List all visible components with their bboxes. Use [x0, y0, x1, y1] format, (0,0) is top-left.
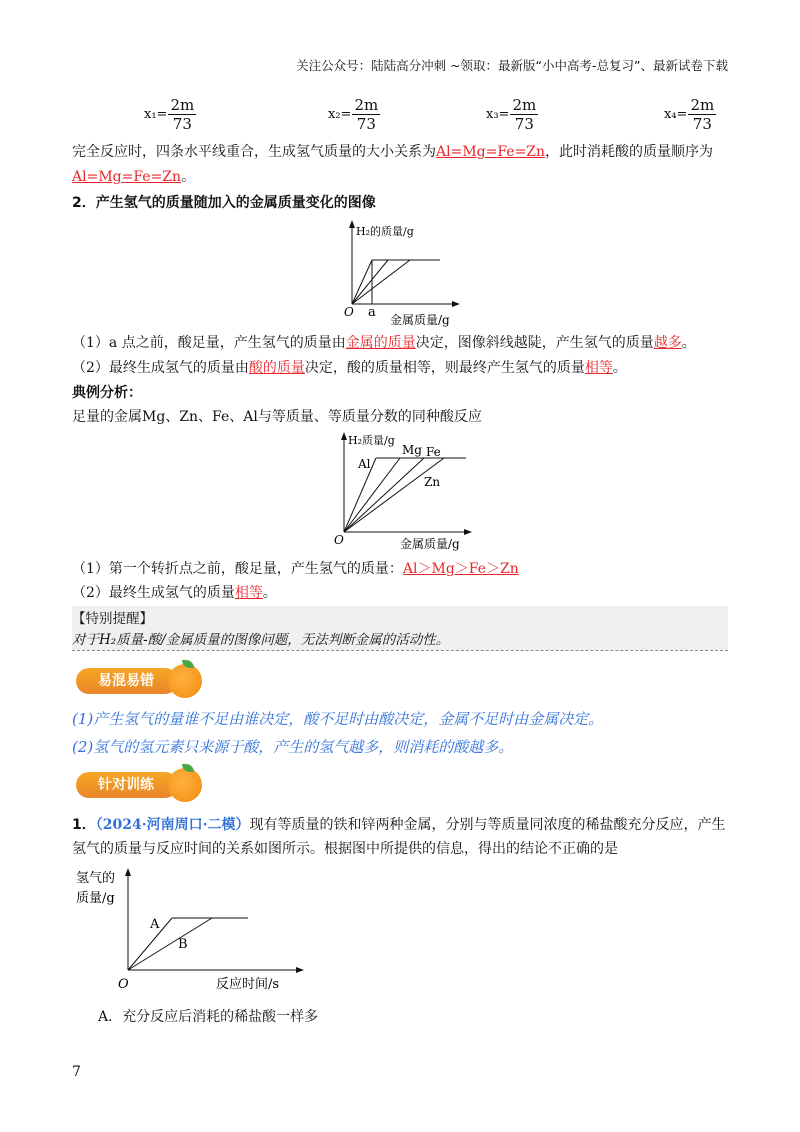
- fraction-x4: x₄= $\frac{2m}{73}$: [664, 96, 715, 133]
- y-axis-arrow: [349, 220, 355, 228]
- chart-four-metals: [326, 428, 476, 554]
- chart1-origin: O: [344, 305, 354, 319]
- point-2: （2）最终生成氢气的质量由酸的质量决定，酸的质量相等，则最终产生氢气的质量相等。: [72, 360, 627, 376]
- question-1-line-1: 1．（2024·河南周口·二模）现有等质量的铁和锌两种金属，分别与等质量同浓度的稀盐酸充分反应，产生: [72, 817, 726, 833]
- page-number: 7: [72, 1064, 81, 1080]
- line-mg: [344, 458, 400, 532]
- chart2-xlabel: 金属质量/g: [400, 537, 460, 551]
- y-axis-arrow: [341, 432, 347, 440]
- badge-practice: [72, 766, 212, 804]
- section-2-title: 2．产生氢气的质量随加入的金属质量变化的图像: [72, 195, 376, 211]
- orange-icon: [168, 664, 202, 698]
- x-axis-arrow: [464, 529, 472, 535]
- paragraph-1: 完全反应时，四条水平线重合，生成氢气质量的大小关系为Al=Mg=Fe=Zn，此时消耗酸的质量顺序为: [72, 144, 714, 160]
- example-title: 典例分析：: [72, 385, 142, 401]
- x-axis-arrow: [296, 967, 304, 973]
- line-shallow: [352, 260, 410, 304]
- chart3-ylabel-2: 质量/g: [76, 891, 115, 906]
- orange-icon: [168, 768, 202, 802]
- y-axis-arrow: [125, 868, 131, 876]
- line-mid: [352, 260, 388, 304]
- badge-confuse: [72, 662, 212, 700]
- chart1-ylabel: H₂的质量/g: [356, 225, 414, 238]
- chart1-point-a: a: [368, 305, 376, 320]
- tip-title: 【特别提醒】: [72, 611, 153, 627]
- example-point-2: （2）最终生成氢气的质量相等。: [72, 585, 277, 601]
- point-1: （1）a 点之前，酸足量，产生氢气的质量由金属的质量决定，图像斜线越陡，产生氢气的质量越多。: [72, 335, 696, 351]
- chart3-ylabel-1: 氢气的: [76, 871, 116, 886]
- confuse-item-1: (1)产生氢气的量谁不足由谁决定，酸不足时由酸决定，金属不足时由金属决定。: [72, 710, 604, 728]
- fraction-x2: x₂= $\frac{2m}{73}$: [328, 96, 379, 133]
- chart-reaction-time: [72, 862, 312, 994]
- chart1-xlabel: 金属质量/g: [390, 313, 450, 327]
- chart3-xlabel: 反应时间/s: [216, 977, 280, 992]
- badge-practice-label: 针对训练: [76, 772, 178, 798]
- label-al: Al: [358, 457, 371, 471]
- label-zn: Zn: [424, 475, 441, 489]
- option-a: A．充分反应后消耗的稀盐酸一样多: [98, 1009, 319, 1025]
- page-header: 关注公众号：陆陆高分冲刺 ~领取：最新版“小中高考-总复习”、最新试卷下载: [296, 58, 728, 73]
- badge-confuse-label: 易混易错: [76, 668, 178, 694]
- line-steep: [352, 260, 372, 304]
- label-b: B: [178, 937, 188, 952]
- label-mg: Mg: [402, 443, 422, 457]
- chart2-ylabel: H₂质量/g: [348, 434, 395, 447]
- fraction-x3: x₃= $\frac{2m}{73}$: [486, 96, 537, 133]
- confuse-item-2: (2)氢气的氢元素只来源于酸，产生的氢气越多，则消耗的酸越多。: [72, 738, 514, 756]
- example-text: 足量的金属Mg、Zn、Fe、Al与等质量、等质量分数的同种酸反应: [72, 409, 482, 425]
- chart-h2-vs-metal: [330, 218, 470, 330]
- question-1-line-2: 氢气的质量与反应时间的关系如图所示。根据图中所提供的信息，得出的结论不正确的是: [72, 841, 618, 857]
- fraction-x1: x₁= $\frac{2m}{73}$: [144, 96, 195, 133]
- line-b: [128, 918, 212, 970]
- chart2-origin: O: [334, 533, 344, 547]
- label-a: A: [150, 917, 160, 932]
- paragraph-1-cont: Al=Mg=Fe=Zn。: [72, 169, 196, 185]
- line-fe: [344, 458, 424, 532]
- label-fe: Fe: [426, 445, 441, 459]
- x-axis-arrow: [452, 301, 460, 307]
- chart3-origin: O: [118, 977, 129, 992]
- tip-text: 对于H₂质量-酸/金属质量的图像问题，无法判断金属的活动性。: [72, 632, 450, 648]
- tip-divider: [72, 650, 728, 651]
- example-point-1: （1）第一个转折点之前，酸足量，产生氢气的质量：Al＞Mg＞Fe＞Zn: [72, 561, 519, 577]
